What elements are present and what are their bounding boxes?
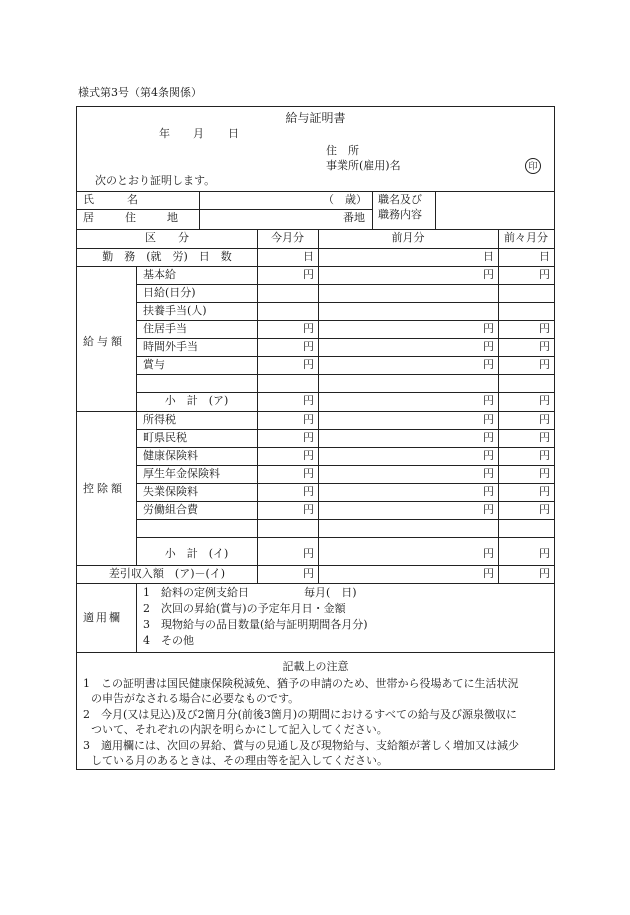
- yen-unit: 円: [539, 358, 550, 371]
- yen-unit: 円: [303, 322, 314, 335]
- residence-label: 居 住 地: [83, 211, 188, 224]
- yen-unit: 円: [539, 413, 550, 426]
- daily-wage-label: 日給(日分): [143, 286, 196, 299]
- salary-group-label: 給与額: [83, 335, 125, 348]
- resident-tax-label: 町県民税: [143, 431, 187, 444]
- yen-unit: 円: [303, 467, 314, 480]
- column-category: 区 分: [145, 231, 189, 244]
- yen-unit: 円: [539, 567, 550, 580]
- yen-unit: 円: [483, 268, 494, 281]
- form-title: 給与証明書: [285, 111, 346, 125]
- remarks-item-4: 4 その他: [143, 634, 194, 647]
- yen-unit: 円: [303, 358, 314, 371]
- position-label-2: 職務内容: [378, 208, 422, 221]
- column-this-month: 今月分: [271, 231, 304, 244]
- yen-unit: 円: [539, 322, 550, 335]
- work-days-unit: 日: [539, 250, 550, 263]
- yen-unit: 円: [539, 394, 550, 407]
- notes-line-1: 1 この証明書は国民健康保険税減免、猶予の申請のため、世帯から役場あてに生活状況: [83, 677, 519, 690]
- yen-unit: 円: [539, 340, 550, 353]
- address-suffix: 番地: [343, 211, 365, 224]
- age-label: 歳）: [345, 193, 367, 206]
- work-days-unit: 日: [303, 250, 314, 263]
- yen-unit: 円: [483, 547, 494, 560]
- remarks-item-2: 2 次回の昇給(賞与)の予定年月日・金額: [143, 602, 346, 615]
- notes-line-6: している月のあるときは、その理由等を記入してください。: [91, 754, 388, 767]
- yen-unit: 円: [303, 394, 314, 407]
- yen-unit: 円: [303, 503, 314, 516]
- remarks-item-3: 3 現物給与の品目数量(給与証明期間各月分): [143, 618, 368, 631]
- work-days-unit: 日: [483, 250, 494, 263]
- yen-unit: 円: [483, 340, 494, 353]
- notes-line-4: ついて、それぞれの内訳を明らかにして記入してください。: [91, 723, 388, 736]
- yen-unit: 円: [483, 431, 494, 444]
- column-last-month: 前月分: [391, 231, 425, 244]
- yen-unit: 円: [303, 485, 314, 498]
- yen-unit: 円: [483, 394, 494, 407]
- bonus-label: 賞与: [143, 358, 165, 371]
- health-insurance-label: 健康保険料: [143, 449, 198, 462]
- yen-unit: 円: [483, 449, 494, 462]
- yen-unit: 円: [303, 431, 314, 444]
- yen-unit: 円: [483, 358, 494, 371]
- yen-unit: 円: [303, 268, 314, 281]
- name-label: 氏 名: [83, 193, 138, 206]
- yen-unit: 円: [539, 485, 550, 498]
- yen-unit: 円: [539, 547, 550, 560]
- basic-salary-label: 基本給: [143, 268, 176, 281]
- yen-unit: 円: [303, 449, 314, 462]
- yen-unit: 円: [483, 467, 494, 480]
- yen-unit: 円: [483, 503, 494, 516]
- yen-unit: 円: [303, 547, 314, 560]
- yen-unit: 円: [483, 567, 494, 580]
- yen-unit: 円: [303, 567, 314, 580]
- position-label-1: 職名及び: [378, 193, 422, 206]
- yen-unit: 円: [539, 449, 550, 462]
- date-year-field[interactable]: 年: [159, 127, 170, 140]
- unemployment-insurance-label: 失業保険料: [143, 485, 198, 498]
- net-income-label: 差引収入額 (ア)－(イ): [108, 567, 226, 580]
- yen-unit: 円: [303, 413, 314, 426]
- yen-unit: 円: [303, 340, 314, 353]
- deduction-subtotal-label: 小 計 (イ): [164, 547, 229, 560]
- overtime-allowance-label: 時間外手当: [143, 340, 198, 353]
- income-tax-label: 所得税: [143, 413, 176, 426]
- seal-icon: 印: [525, 158, 541, 174]
- notes-line-2: の申告がなされる場合に必要なものです。: [91, 692, 300, 705]
- address-label: 住 所: [326, 144, 359, 157]
- yen-unit: 円: [539, 467, 550, 480]
- yen-unit: 円: [483, 413, 494, 426]
- remarks-label: 適用欄: [83, 611, 122, 624]
- employer-label: 事業所(雇用)名: [326, 159, 401, 172]
- pension-insurance-label: 厚生年金保険料: [143, 467, 220, 480]
- remarks-item-1: 1 給料の定例支給日 毎月( 日): [143, 586, 357, 599]
- notes-title: 記載上の注意: [282, 660, 349, 673]
- notes-line-5: 3 適用欄には、次回の昇給、賞与の見通し及び現物給与、支給額が著しく増加又は減少: [83, 739, 519, 752]
- dependent-allowance-label: 扶養手当(人): [143, 304, 207, 317]
- salary-subtotal-label: 小 計 (ア): [164, 394, 229, 407]
- yen-unit: 円: [539, 503, 550, 516]
- notes-line-3: 2 今月(又は見込)及び2箇月分(前後3箇月)の期間におけるすべての給与及び源泉徴収に: [83, 708, 517, 721]
- column-two-months-ago: 前々月分: [504, 231, 548, 244]
- age-open: （: [323, 193, 334, 206]
- yen-unit: 円: [539, 268, 550, 281]
- form-number: 様式第3号（第4条関係）: [78, 86, 202, 99]
- salary-certificate-form: [76, 106, 555, 770]
- yen-unit: 円: [483, 485, 494, 498]
- housing-allowance-label: 住居手当: [143, 322, 187, 335]
- date-day-field[interactable]: 日: [228, 127, 239, 140]
- certify-text: 次のとおり証明します。: [95, 174, 216, 187]
- work-days-label: 勤 務 (就 労) 日 数: [102, 250, 232, 263]
- date-month-field[interactable]: 月: [193, 127, 204, 140]
- deduction-group-label: 控除額: [83, 482, 125, 495]
- yen-unit: 円: [539, 431, 550, 444]
- union-dues-label: 労働組合費: [143, 503, 198, 516]
- yen-unit: 円: [483, 322, 494, 335]
